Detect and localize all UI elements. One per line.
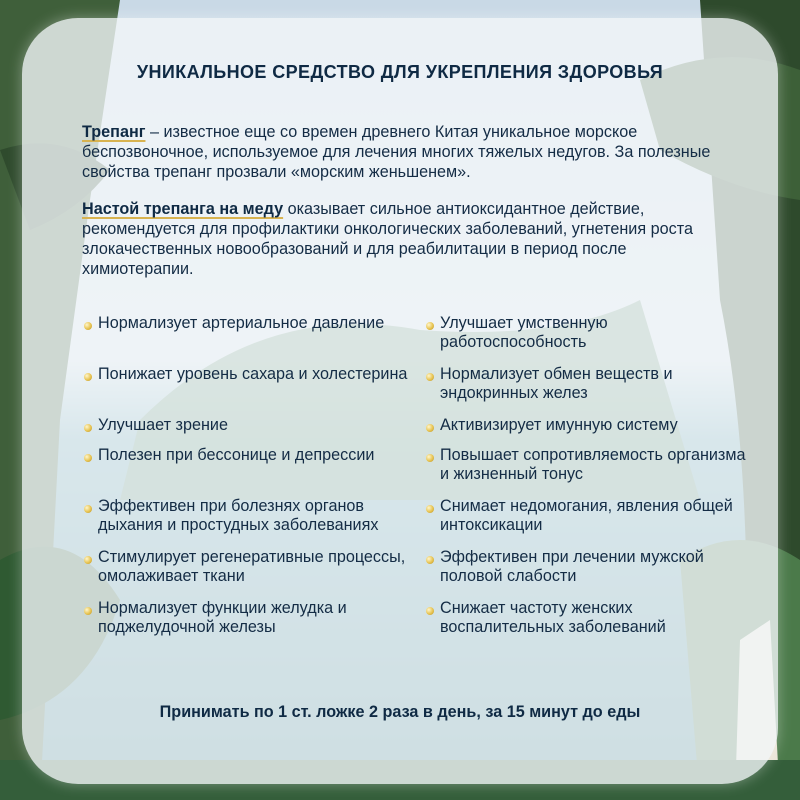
bullet-icon [426,454,434,462]
list-item: Снимает недомогания, явления общей интоксикации [426,497,746,548]
info-card [22,18,778,784]
bullet-icon [84,505,92,513]
list-item: Активизирует имунную систему [426,416,746,446]
list-item: Повышает сопротивляемость организма и жизненный тонус [426,446,746,497]
list-item: Снижает частоту женских воспалительных заболеваний [426,599,746,650]
list-item: Нормализует функции желудка и поджелудочной железы [84,599,414,650]
bullet-icon [84,454,92,462]
tincture-paragraph-text: оказывает сильное антиоксидантное действие, рекомендуется для профилактики онкологических заболеваний, угнетения роста злокачественных новообразований и для реабилитации в период после химиотерапии. [82,200,693,278]
list-item: Улучшает умственную работоспособность [426,314,746,365]
bullet-icon [426,505,434,513]
bullet-icon [426,322,434,330]
list-item: Эффективен при болезнях органов дыхания и простудных заболеваниях [84,497,414,548]
bullet-icon [426,424,434,432]
list-item: Полезен при бессонице и депрессии [84,446,414,497]
bullet-icon [84,373,92,381]
benefits-list-right [426,314,746,650]
bullet-icon [84,607,92,615]
bullet-icon [426,556,434,564]
tincture-paragraph [82,199,742,279]
list-item: Улучшает зрение [84,416,414,446]
list-item: Стимулирует регенеративные процессы, омолаживает ткани [84,548,414,599]
list-item: Понижает уровень сахара и холестерина [84,365,414,416]
tincture-term: Настой трепанга на меду [82,200,284,218]
list-item: Нормализует артериальное давление [84,314,414,365]
trepang-term: Трепанг [82,123,146,141]
list-item: Нормализует обмен веществ и эндокринных желез [426,365,746,416]
bullet-icon [84,424,92,432]
bullet-icon [84,556,92,564]
bullet-icon [84,322,92,330]
page-title: УНИКАЛЬНОЕ СРЕДСТВО ДЛЯ УКРЕПЛЕНИЯ ЗДОРОВЬЯ [136,62,664,82]
bullet-icon [426,607,434,615]
benefits-list-left [84,314,414,650]
list-item: Эффективен при лечении мужской половой слабости [426,548,746,599]
intro-paragraph [82,122,742,182]
dosage-instructions: Принимать по 1 ст. ложке 2 раза в день, за 15 минут до еды [159,703,641,721]
bullet-icon [426,373,434,381]
intro-paragraph-text: – известное еще со времен древнего Китая уникальное морское беспозвоночное, используемое для лечения многих тяжелых недугов. За полезные свойства трепанг прозвали «морским женьшенем». [82,123,711,181]
